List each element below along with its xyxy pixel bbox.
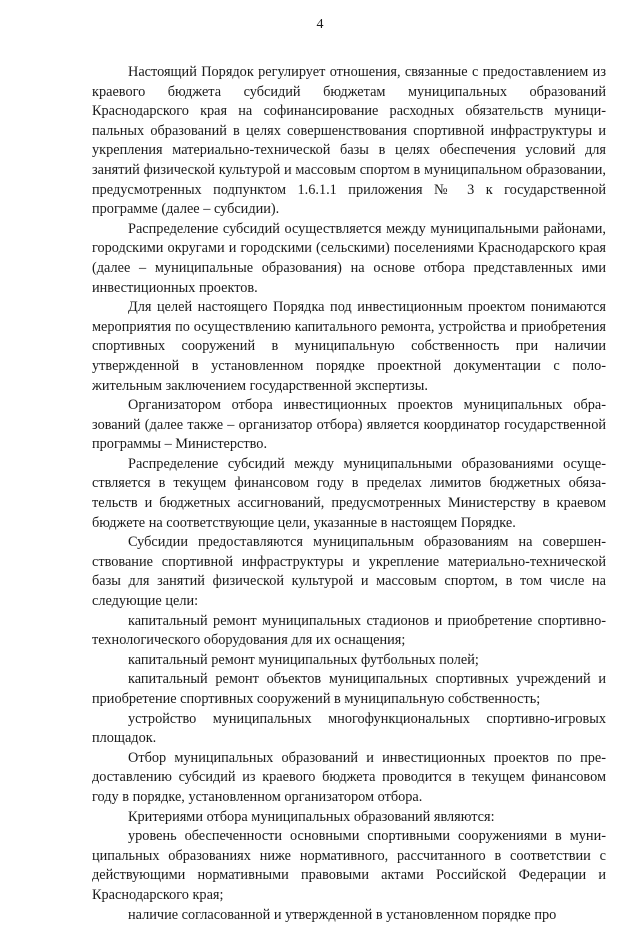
list-item-playgrounds: устройство муниципальных многофункциональных спортивно-игровых площадок. bbox=[92, 710, 606, 747]
list-item-provision-level: уровень обеспеченности основными спортивными сооружениями в муниципальных образованиях ниже нормативного, рассчитанного в соответствии с действующими нормативными правовыми актами Российской Федерации и Краснодарского края; bbox=[92, 828, 606, 903]
paragraph-investment-project-definition: Для целей настоящего Порядка под инвестиционным проектом понимаются мероприятия по осуществлению капитального ремонта, устройства и приобретения спортивных сооружений в муниципальную собственность при наличии утвержденной в установленном порядке проектной документации с положительным заключением государственной экспертизы. bbox=[92, 299, 606, 394]
paragraph-selection-organizer: Организатором отбора инвестиционных проектов муниципальных образований (далее также – организатор отбора) является координатор государственной программы – Министерство. bbox=[92, 397, 606, 453]
list-item-approved-documentation: наличие согласованной и утвержденной в установленном порядке про bbox=[128, 906, 557, 923]
paragraph-distribution: Распределение субсидий осуществляется между муниципальными районами, городскими округами и городскими (сельскими) поселениями Краснодарского края (далее – муниципальные образования) на основе отбора представленных ими инвестиционных проектов. bbox=[92, 220, 606, 296]
paragraph-selection-procedure: Отбор муниципальных образований и инвестиционных проектов по предоставлению субсидий из краевого бюджета проводится в текущем финансовом году в порядке, установленном организатором отбора. bbox=[92, 749, 606, 805]
list-item-sports-institutions: капитальный ремонт объектов муниципальных спортивных учреждений и приобретение спортивных сооружений в муниципальную собственность; bbox=[92, 671, 606, 707]
paragraph-budget-limits: Распределение субсидий между муниципальными образованиями осуществляется в текущем финансовом году в пределах лимитов бюджетных обязательств и бюджетных ассигнований, предусмотренных Министерству в краевом бюджете на соответствующие цели, указанные в настоящем Порядке. bbox=[92, 455, 606, 531]
paragraph-subsidy-purposes: Субсидии предоставляются муниципальным образованиям на совершенствование спортивной инфраструктуры и укрепление материально-технической базы для занятий физической культурой и массовым спортом, в том числе на следующие цели: bbox=[92, 534, 606, 610]
paragraph-scope: Настоящий Порядок регулирует отношения, связанные с предоставлением из краевого бюджета субсидий бюджетам муниципальных образований Краснодарского края на софинансирование расходных обязательств муниципальных образований в целях совершенствования спортивной инфраструктуры и укрепления материально-технической базы в целях обеспечения условий для занятий физической культурой и массовым спортом в муниципальном образовании, предусмотренных подпунктом 1.6.1.1 приложения № 3 к государственной программе (далее – субсидии). bbox=[92, 64, 606, 218]
list-item-football-fields: капитальный ремонт муниципальных футбольных полей; bbox=[128, 651, 479, 668]
document-body bbox=[92, 63, 606, 925]
paragraph-criteria-heading: Критериями отбора муниципальных образований являются: bbox=[128, 808, 495, 825]
list-item-stadiums: капитальный ремонт муниципальных стадионов и приобретение спортивно-технологического оборудования для их оснащения; bbox=[92, 612, 606, 649]
page-number: 4 bbox=[316, 17, 324, 32]
